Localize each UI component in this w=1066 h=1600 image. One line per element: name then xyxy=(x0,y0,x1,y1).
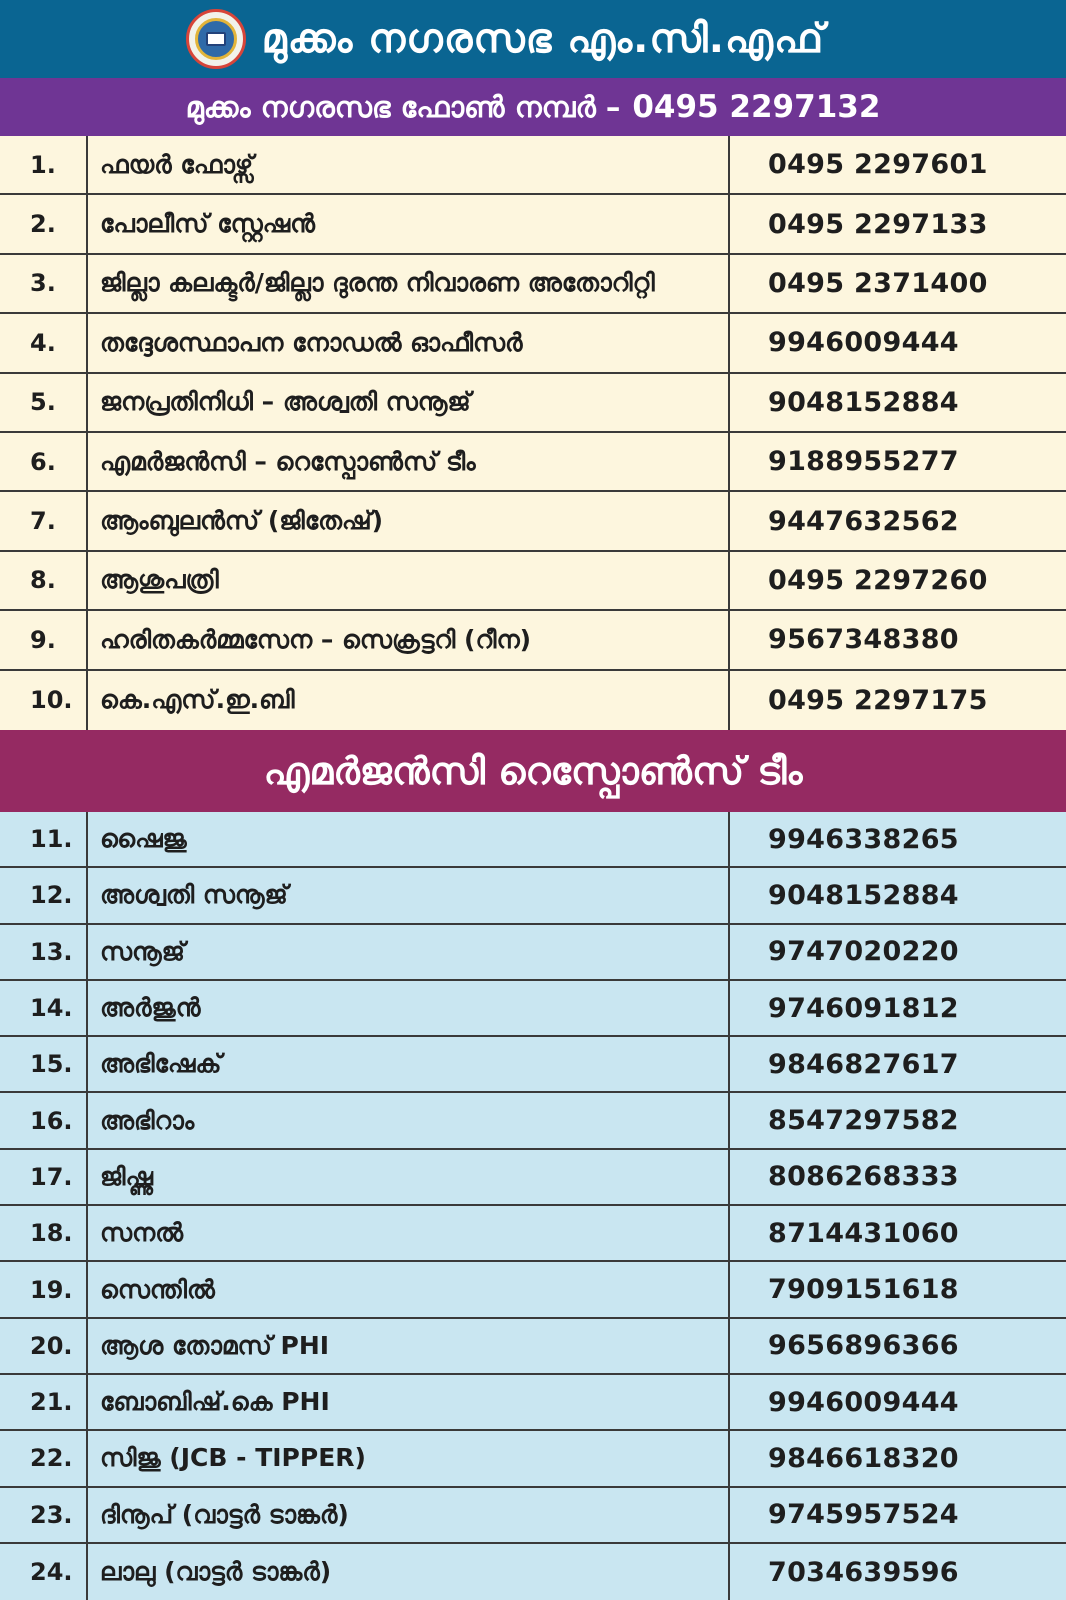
contacts-table xyxy=(0,136,1066,730)
contact-phone[interactable]: 0495 2297601 xyxy=(768,149,988,181)
table-row xyxy=(0,1375,1066,1431)
member-phone[interactable]: 9946009444 xyxy=(768,1386,959,1418)
row-number: 13. xyxy=(0,925,88,979)
row-number: 1. xyxy=(0,136,88,193)
row-number: 6. xyxy=(0,433,88,490)
emergency-team-banner xyxy=(0,730,1066,812)
member-phone[interactable]: 9746091812 xyxy=(768,992,959,1024)
municipality-phone-bar xyxy=(0,78,1066,136)
row-number: 21. xyxy=(0,1375,88,1429)
row-number: 3. xyxy=(0,255,88,312)
row-number: 4. xyxy=(0,314,88,371)
row-number: 11. xyxy=(0,812,88,866)
row-number: 7. xyxy=(0,492,88,549)
table-row xyxy=(0,433,1066,492)
member-name: അശ്വതി സനൂജ് xyxy=(88,868,730,922)
member-phone[interactable]: 8714431060 xyxy=(768,1217,959,1249)
contact-phone[interactable]: 9188955277 xyxy=(768,446,959,478)
table-row xyxy=(0,552,1066,611)
table-row xyxy=(0,1488,1066,1544)
table-row xyxy=(0,1544,1066,1600)
contact-phone[interactable]: 9946009444 xyxy=(768,327,959,359)
table-row xyxy=(0,1262,1066,1318)
emblem-inner xyxy=(195,18,237,60)
table-row xyxy=(0,374,1066,433)
row-number: 15. xyxy=(0,1037,88,1091)
row-number: 20. xyxy=(0,1319,88,1373)
member-name: ആശ തോമസ് PHI xyxy=(88,1319,730,1373)
book-icon xyxy=(206,32,226,46)
table-row xyxy=(0,868,1066,924)
table-row xyxy=(0,255,1066,314)
municipality-emblem-icon xyxy=(186,9,246,69)
row-number: 24. xyxy=(0,1544,88,1600)
contact-name: ഫയർ ഫോഴ്സ് xyxy=(88,136,730,193)
table-row xyxy=(0,1150,1066,1206)
contact-phone[interactable]: 9447632562 xyxy=(768,505,959,537)
row-number: 22. xyxy=(0,1431,88,1485)
section-title: എമർജൻസി റെസ്പോൺസ് ടീം xyxy=(263,748,803,793)
row-number: 8. xyxy=(0,552,88,609)
contact-name: ജനപ്രതിനിധി – അശ്വതി സനൂജ് xyxy=(88,374,730,431)
row-number: 9. xyxy=(0,611,88,668)
member-name: ഷൈജു xyxy=(88,812,730,866)
row-number: 16. xyxy=(0,1093,88,1147)
row-number: 12. xyxy=(0,868,88,922)
member-phone[interactable]: 9747020220 xyxy=(768,936,959,968)
member-phone[interactable]: 7909151618 xyxy=(768,1274,959,1306)
member-name: അഭിറാം xyxy=(88,1093,730,1147)
contact-name: ജില്ലാ കലക്ടർ/ജില്ലാ ദുരന്ത നിവാരണ അതോറിറ്റി xyxy=(88,255,730,312)
row-number: 19. xyxy=(0,1262,88,1316)
row-number: 23. xyxy=(0,1488,88,1542)
table-row xyxy=(0,671,1066,730)
member-name: സനൽ xyxy=(88,1206,730,1260)
member-name: അഭിഷേക് xyxy=(88,1037,730,1091)
table-row xyxy=(0,925,1066,981)
contact-name: തദ്ദേശസ്ഥാപന നോഡൽ ഓഫീസർ xyxy=(88,314,730,371)
contact-name: കെ.എസ്.ഇ.ബി xyxy=(88,671,730,730)
member-phone[interactable]: 9048152884 xyxy=(768,879,959,911)
table-row xyxy=(0,1319,1066,1375)
page-header xyxy=(0,0,1066,78)
member-phone[interactable]: 9946338265 xyxy=(768,823,959,855)
table-row xyxy=(0,1093,1066,1149)
row-number: 10. xyxy=(0,671,88,730)
table-row xyxy=(0,314,1066,373)
municipality-phone-label: മുക്കം നഗരസഭ ഫോൺ നമ്പർ – xyxy=(185,89,621,124)
table-row xyxy=(0,611,1066,670)
table-row xyxy=(0,812,1066,868)
page-title: മുക്കം നഗരസഭ എം.സി.എഫ് xyxy=(261,16,825,62)
member-phone[interactable]: 9745957524 xyxy=(768,1499,959,1531)
table-row xyxy=(0,1037,1066,1093)
contact-name: ആശുപത്രി xyxy=(88,552,730,609)
member-name: സെന്തിൽ xyxy=(88,1262,730,1316)
table-row xyxy=(0,492,1066,551)
contact-name: ഹരിതകർമ്മസേന – സെക്രട്ടറി (റീന) xyxy=(88,611,730,668)
row-number: 14. xyxy=(0,981,88,1035)
member-phone[interactable]: 7034639596 xyxy=(768,1556,959,1588)
table-row xyxy=(0,1431,1066,1487)
municipality-phone-number[interactable]: 0495 2297132 xyxy=(632,89,881,125)
member-name: സനൂജ് xyxy=(88,925,730,979)
row-number: 5. xyxy=(0,374,88,431)
table-row xyxy=(0,1206,1066,1262)
row-number: 17. xyxy=(0,1150,88,1204)
contact-phone[interactable]: 0495 2297175 xyxy=(768,684,988,716)
member-name: ജിഷ്ണു xyxy=(88,1150,730,1204)
row-number: 2. xyxy=(0,195,88,252)
contact-name: ആംബുലൻസ് (ജിതേഷ്) xyxy=(88,492,730,549)
member-name: സിജു (JCB - TIPPER) xyxy=(88,1431,730,1485)
row-number: 18. xyxy=(0,1206,88,1260)
contact-phone[interactable]: 0495 2297133 xyxy=(768,208,988,240)
member-phone[interactable]: 9846827617 xyxy=(768,1048,959,1080)
contact-phone[interactable]: 9048152884 xyxy=(768,386,959,418)
member-phone[interactable]: 9846618320 xyxy=(768,1442,959,1474)
contact-name: എമർജൻസി – റെസ്പോൺസ് ടീം xyxy=(88,433,730,490)
member-name: ലാലു (വാട്ടർ ടാങ്കർ) xyxy=(88,1544,730,1600)
table-row xyxy=(0,195,1066,254)
contact-phone[interactable]: 0495 2371400 xyxy=(768,267,988,299)
member-name: ബോബിഷ്.കെ PHI xyxy=(88,1375,730,1429)
team-table xyxy=(0,812,1066,1600)
member-name: അർജുൻ xyxy=(88,981,730,1035)
member-phone[interactable]: 8086268333 xyxy=(768,1161,959,1193)
table-row xyxy=(0,981,1066,1037)
table-row xyxy=(0,136,1066,195)
contact-name: പോലീസ് സ്റ്റേഷൻ xyxy=(88,195,730,252)
contact-phone[interactable]: 0495 2297260 xyxy=(768,564,988,596)
contact-phone[interactable]: 9567348380 xyxy=(768,624,959,656)
member-name: ദിനൂപ് (വാട്ടർ ടാങ്കർ) xyxy=(88,1488,730,1542)
member-phone[interactable]: 9656896366 xyxy=(768,1330,959,1362)
member-phone[interactable]: 8547297582 xyxy=(768,1105,959,1137)
